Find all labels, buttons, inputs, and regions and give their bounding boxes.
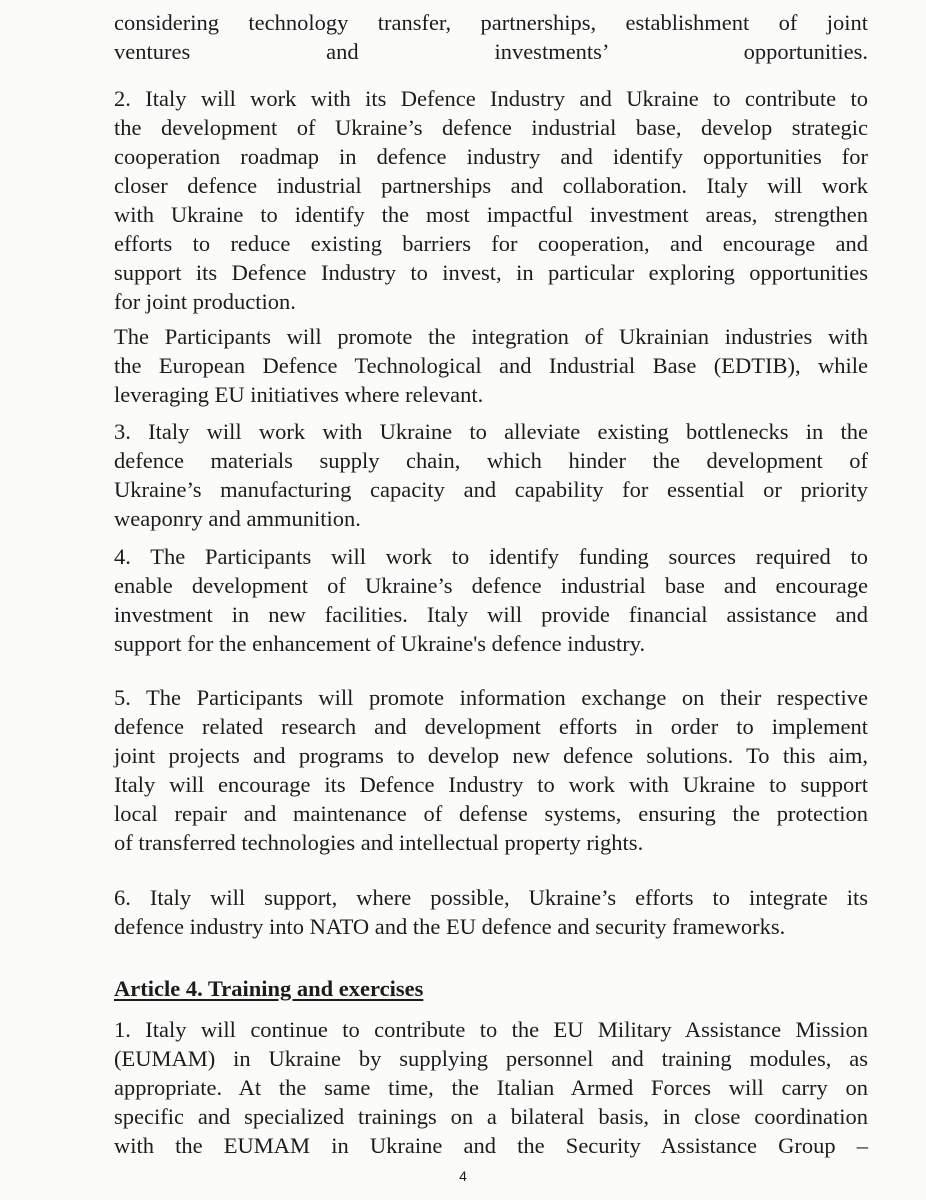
text-line: Ukraine’s manufacturing capacity and capability for essential or priority — [114, 477, 868, 502]
text-line: weaponry and ammunition. — [114, 506, 361, 531]
text-line: support its Defence Industry to invest, in particular exploring opportunities — [114, 260, 868, 285]
text-line: defence materials supply chain, which hinder the development of — [114, 448, 868, 473]
text-line: the European Defence Technological and Industrial Base (EDTIB), while — [114, 353, 868, 378]
text-line: local repair and maintenance of defense systems, ensuring the protection — [114, 801, 868, 826]
page-number: 4 — [459, 1168, 467, 1184]
paragraph-item-5 — [114, 683, 868, 857]
text-line: (EUMAM) in Ukraine by supplying personnel and training modules, as — [114, 1046, 868, 1071]
text-line: considering technology transfer, partnerships, establishment of joint — [114, 10, 868, 35]
text-line: with Ukraine to identify the most impactful investment areas, strengthen — [114, 202, 868, 227]
text-line: 6. Italy will support, where possible, Ukraine’s efforts to integrate its — [114, 885, 868, 910]
text-line: defence related research and development efforts in order to implement — [114, 714, 868, 739]
text-line: 2. Italy will work with its Defence Industry and Ukraine to contribute to — [114, 86, 868, 111]
paragraph-item-6 — [114, 883, 868, 941]
text-line: specific and specialized trainings on a bilateral basis, in close coordination — [114, 1104, 868, 1129]
paragraph-item-2 — [114, 84, 868, 316]
text-line: Italy will encourage its Defence Industry to work with Ukraine to support — [114, 772, 868, 797]
text-line: of transferred technologies and intellectual property rights. — [114, 830, 644, 855]
text-line: enable development of Ukraine’s defence industrial base and encourage — [114, 573, 868, 598]
text-line: ventures and investments’ opportunities. — [114, 39, 868, 64]
text-line: support for the enhancement of Ukraine's defence industry. — [114, 631, 646, 656]
paragraph-integration — [114, 322, 868, 409]
text-line: joint projects and programs to develop new defence solutions. To this aim, — [114, 743, 868, 768]
article-heading: Article 4. Training and exercises — [114, 976, 424, 1001]
text-line: The Participants will promote the integration of Ukrainian industries with — [114, 324, 868, 349]
paragraph-item-3 — [114, 417, 868, 533]
text-line: with the EUMAM in Ukraine and the Security Assistance Group – — [114, 1133, 868, 1158]
text-line: for joint production. — [114, 289, 296, 314]
text-line: 5. The Participants will promote information exchange on their respective — [114, 685, 868, 710]
text-line: appropriate. At the same time, the Italian Armed Forces will carry on — [114, 1075, 868, 1100]
paragraph-article4-item-1 — [114, 1015, 868, 1160]
text-line: the development of Ukraine’s defence industrial base, develop strategic — [114, 115, 868, 140]
text-line: 1. Italy will continue to contribute to the EU Military Assistance Mission — [114, 1017, 868, 1042]
paragraph-continuation — [114, 8, 868, 66]
text-line: investment in new facilities. Italy will provide financial assistance and — [114, 602, 868, 627]
text-line: leveraging EU initiatives where relevant. — [114, 382, 484, 407]
paragraph-item-4 — [114, 542, 868, 658]
text-line: efforts to reduce existing barriers for cooperation, and encourage and — [114, 231, 868, 256]
text-line: defence industry into NATO and the EU defence and security frameworks. — [114, 914, 786, 939]
text-line: closer defence industrial partnerships and collaboration. Italy will work — [114, 173, 868, 198]
text-line: cooperation roadmap in defence industry and identify opportunities for — [114, 144, 868, 169]
text-line: 4. The Participants will work to identify funding sources required to — [114, 544, 868, 569]
text-line: 3. Italy will work with Ukraine to alleviate existing bottlenecks in the — [114, 419, 868, 444]
